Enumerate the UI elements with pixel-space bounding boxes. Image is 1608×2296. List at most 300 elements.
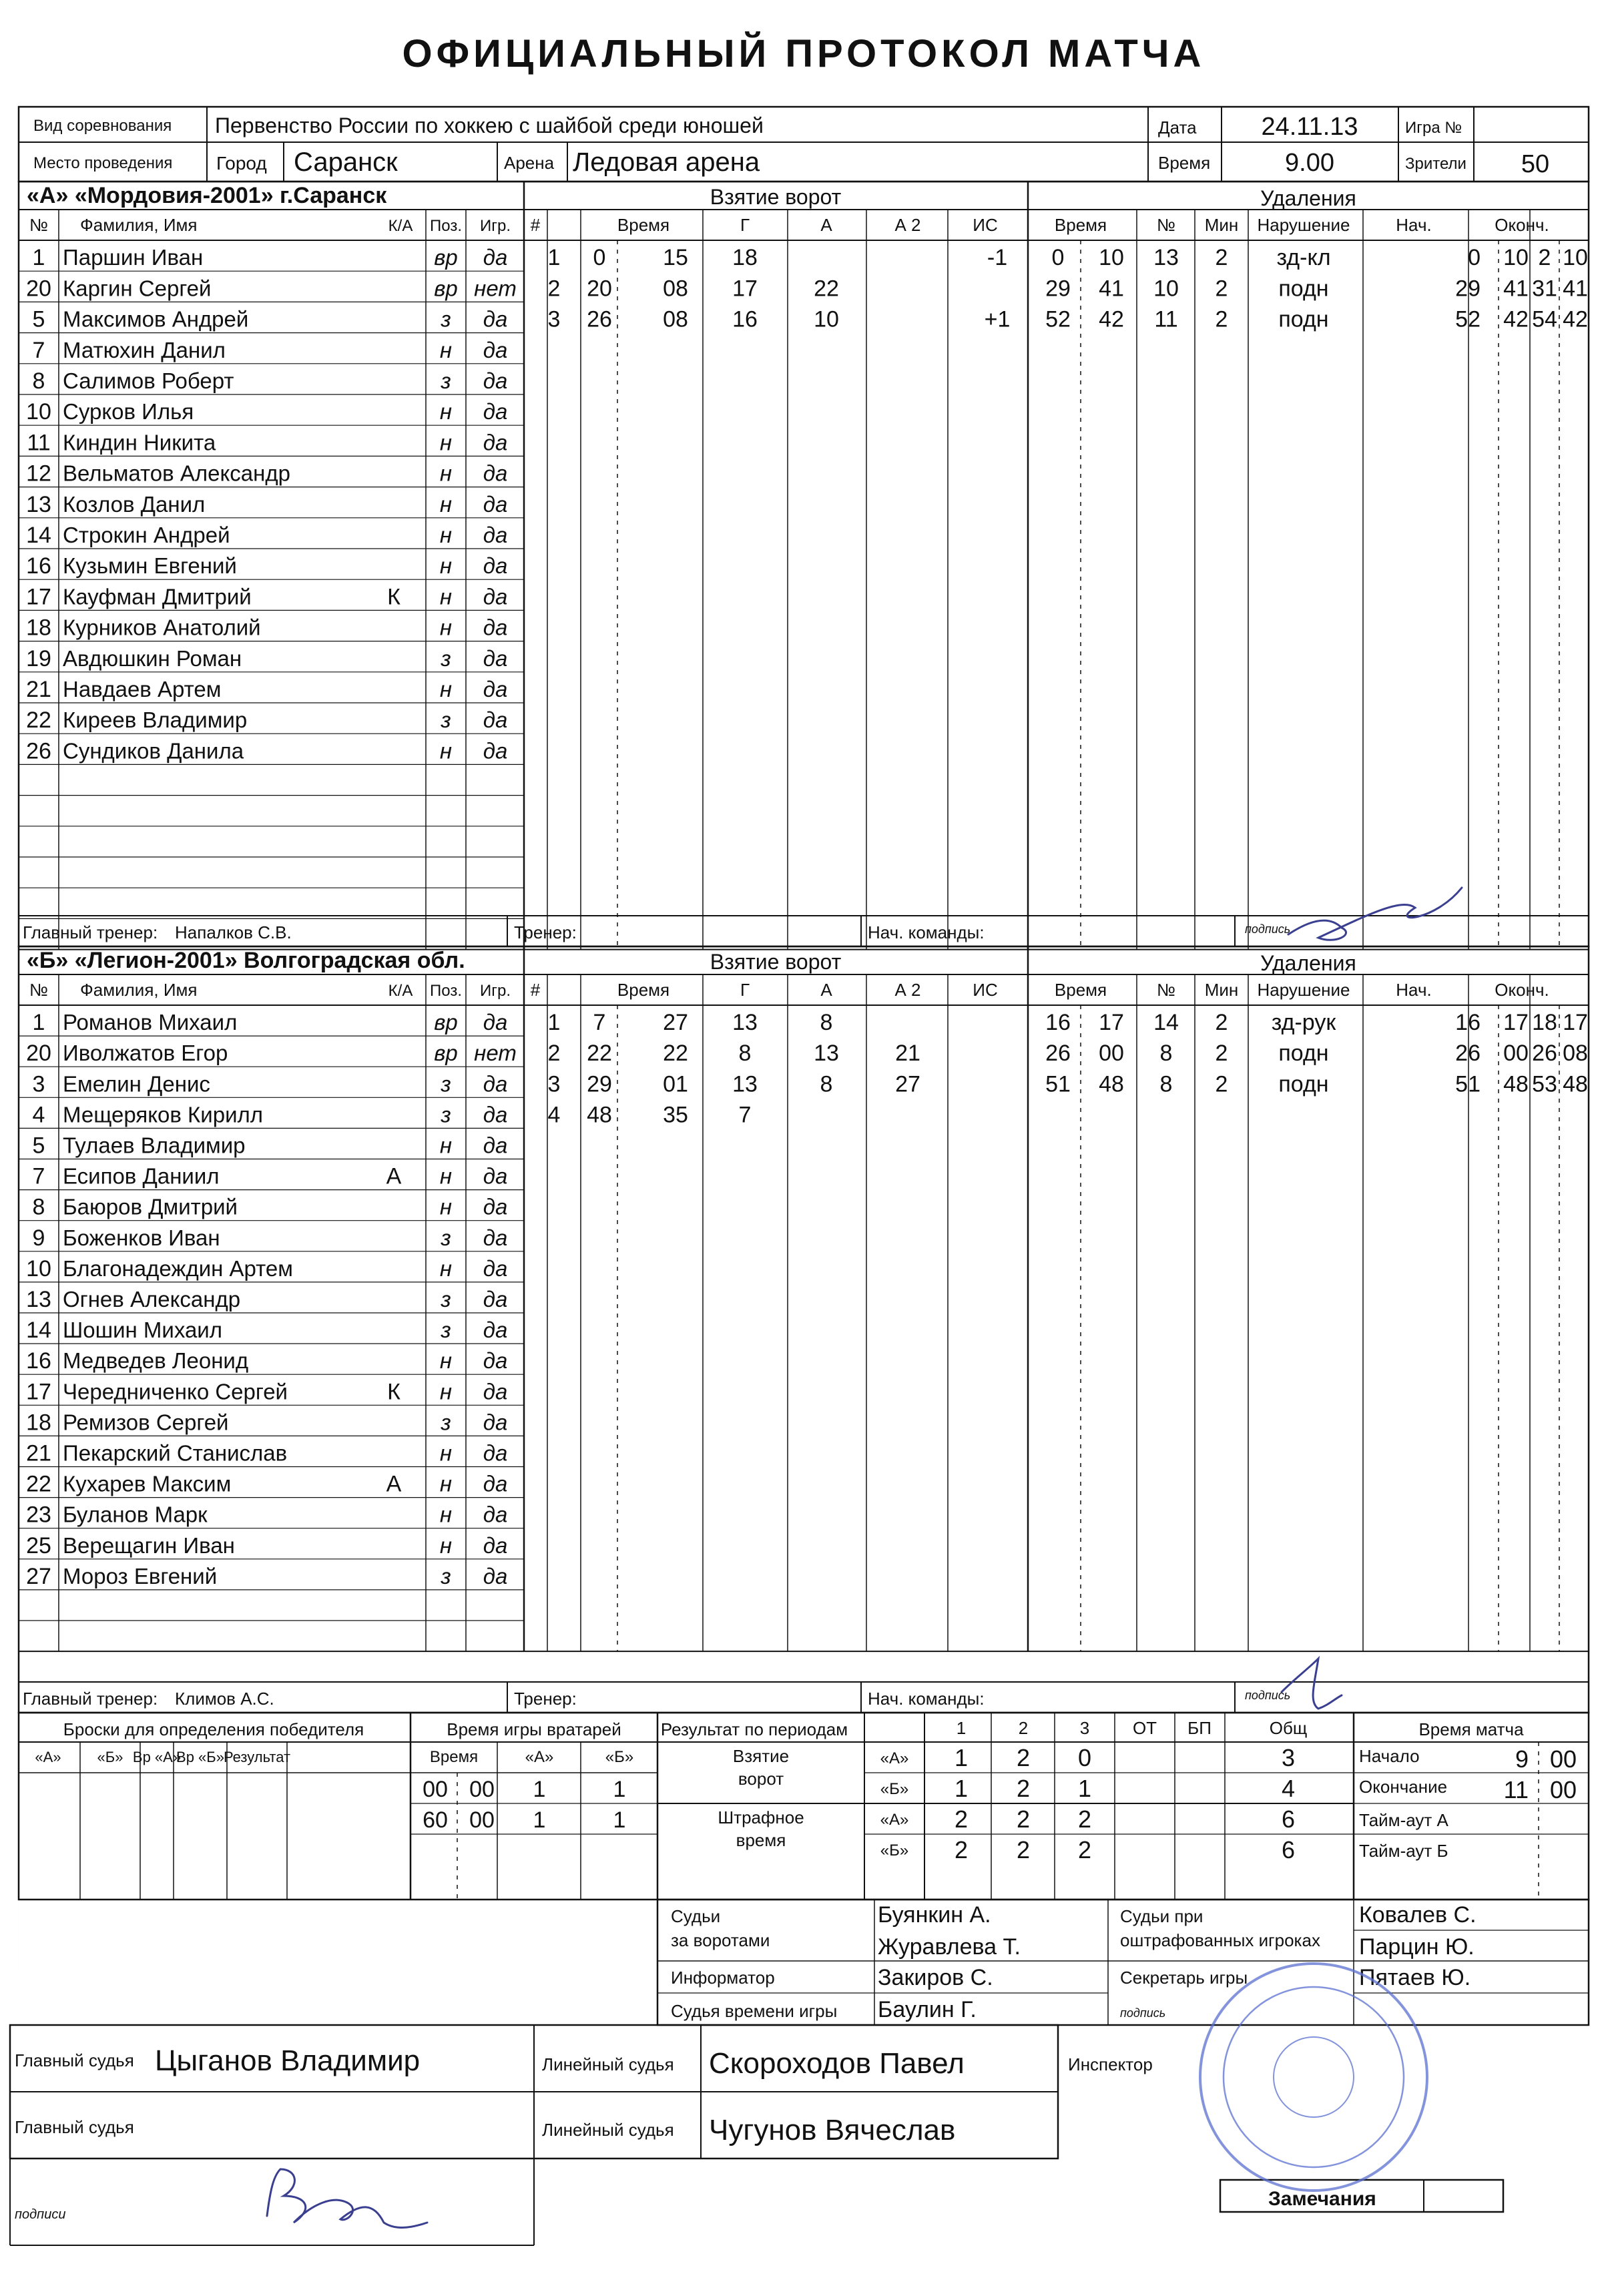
shootout-col-header: Результат [223,1749,291,1765]
player-number: 21 [26,677,51,702]
player-name: Шошин Михаил [63,1318,222,1343]
player-position: н [439,1502,453,1527]
penalty-end-minutes: 31 [1532,276,1557,302]
player-position: н [439,738,453,764]
goal-minutes: 0 [593,245,606,271]
referee-signature [267,2169,427,2228]
player-played: да [483,1194,508,1219]
penalty-end-minutes: 26 [1532,1041,1557,1067]
penalty-start-seconds: 41 [1503,276,1529,302]
inspector-label: Инспектор [1068,2054,1153,2074]
linesman-name: Скороходов Павел [709,2047,965,2080]
player-played: да [483,1102,508,1127]
date-label: Дата [1158,117,1197,137]
penalties-section-title: Удаления [1260,186,1356,210]
goals-section-title: Взятие ворот [710,185,842,209]
player-position: н [439,337,453,362]
penalty-judges-label: Судьи при [1120,1906,1203,1926]
penalty-player-number: 10 [1153,276,1179,302]
player-number: 20 [26,276,51,302]
penalty-start-minutes: 0 [1468,245,1481,271]
penalty-judges-label: оштрафованных игроках [1120,1930,1320,1950]
penalty-duration: 2 [1215,245,1228,271]
col-goal-number-header: # [530,215,541,235]
time-value: 9.00 [1285,149,1334,177]
period-team-label: «А» [880,1811,909,1829]
player-number: 17 [26,584,51,610]
player-position: з [441,707,451,733]
col-violation-header: Нарушение [1257,980,1350,1000]
player-played: да [483,245,508,270]
timekeeper-name: Баулин Г. [878,1997,977,2022]
penalty-violation: подн [1278,1071,1329,1097]
penalty-player-number: 8 [1159,1071,1173,1097]
goalie-time-title: Время игры вратарей [447,1719,621,1739]
period-value: 3 [1281,1744,1296,1771]
penalty-start-seconds: 00 [1503,1041,1529,1067]
official-stamp [1200,1964,1427,2191]
penalty-seconds-mark: 42 [1099,306,1124,332]
player-played: да [483,461,508,486]
goals-row-label: Взятие [732,1746,790,1766]
goal-scorer: 8 [738,1041,752,1067]
col-number-header: № [29,980,48,1000]
match-end-hour: 11 [1503,1776,1529,1803]
city-label: Город [216,153,267,174]
period-col-header: Общ [1269,1718,1308,1738]
player-position: н [439,399,453,424]
player-number: 4 [32,1102,45,1128]
player-played: нет [474,1041,517,1066]
player-number: 3 [32,1071,45,1097]
player-played: да [483,677,508,701]
col-assist2-header: А 2 [894,980,921,1000]
player-number: 25 [26,1532,51,1558]
player-position: з [441,1071,451,1097]
head-coach-name: Напалков С.В. [175,922,292,942]
player-position: н [439,491,453,517]
trainer-label: Тренер: [514,1689,577,1709]
player-name: Матюхин Данил [63,337,226,362]
informer-label: Информатор [671,1968,775,1988]
player-position: з [441,1563,451,1589]
penalty-end-seconds: 48 [1563,1071,1588,1097]
player-number: 13 [26,491,51,517]
player-position: н [439,430,453,455]
player-name: Пекарский Станислав [63,1440,288,1466]
player-number: 20 [26,1041,51,1067]
player-position: н [439,1133,453,1158]
player-position: вр [434,245,458,270]
goal-number: 2 [547,1041,561,1067]
linesman-label: Линейный судья [542,2054,674,2074]
player-number: 10 [26,1255,51,1281]
penalty-start-seconds: 48 [1503,1071,1529,1097]
goalie-time-col-header: Время [429,1748,479,1766]
player-number: 13 [26,1287,51,1312]
goal-judges-label: Судьи [671,1906,721,1926]
spectators-value: 50 [1521,150,1550,178]
player-name: Емелин Денис [63,1071,210,1097]
penalty-minutes-mark: 29 [1045,276,1071,302]
period-value: 6 [1281,1836,1296,1863]
player-position: н [439,523,453,547]
player-number: 7 [32,337,45,363]
player-position: н [439,1440,453,1466]
penalty-seconds-mark: 41 [1099,276,1124,302]
goal-assist: 13 [814,1041,839,1067]
team-b-signature [1282,1659,1342,1709]
player-name: Верещагин Иван [63,1532,235,1558]
goal-minutes: 22 [587,1041,612,1067]
period-value: 1 [1077,1775,1092,1802]
col-goal-number-header: # [530,980,541,1000]
player-name: Ремизов Сергей [63,1410,229,1435]
match-time-title: Время матча [1418,1719,1524,1739]
period-col-header: БП [1187,1718,1212,1738]
period-col-header: ОТ [1132,1718,1157,1738]
player-position: н [439,1532,453,1558]
goal-minutes: 20 [587,276,612,302]
penalty-duration: 2 [1215,276,1228,302]
goalie-change-seconds: 00 [469,1807,495,1833]
player-name: Салимов Роберт [63,368,234,393]
penalty-seconds-mark: 10 [1099,245,1124,271]
goal-seconds: 08 [663,276,688,302]
penalty-player-number: 13 [1153,245,1179,271]
col-penalty-start-header: Нач. [1396,215,1432,235]
col-strength-header: ИС [973,980,998,1000]
goalie-b-number: 1 [613,1777,626,1802]
player-name: Киндин Никита [63,430,216,455]
signature-label: подпись [1245,922,1291,936]
venue-label: Место проведения [33,154,173,172]
col-goal-time-header: Время [617,215,670,235]
team-manager-label: Нач. команды: [868,1689,985,1709]
penalties-section-title: Удаления [1260,951,1356,975]
player-number: 22 [26,1471,51,1497]
goalie-change-minutes: 00 [423,1777,448,1802]
player-name: Благонадеждин Артем [63,1255,293,1281]
player-played: да [483,1133,508,1158]
col-assist-header: А [820,215,832,235]
player-name: Тулаев Владимир [63,1133,246,1158]
player-number: 1 [32,245,45,271]
player-position: з [441,1287,451,1312]
player-played: да [483,337,508,362]
document-title: ОФИЦИАЛЬНЫЙ ПРОТОКОЛ МАТЧА [402,32,1205,75]
match-end-label: Окончание [1359,1777,1448,1797]
goal-strength: -1 [987,245,1008,271]
player-name: Медведев Леонид [63,1348,249,1374]
player-played: да [483,1379,508,1404]
goal-minutes: 29 [587,1071,612,1097]
goalie-b-number: 1 [613,1807,626,1833]
period-value: 4 [1281,1775,1296,1802]
teamB-block-frame [19,946,1589,1713]
penalty-minutes-mark: 52 [1045,306,1071,332]
penalty-violation: зд-рук [1271,1010,1336,1036]
player-played: да [483,1471,508,1496]
penalty-end-seconds: 17 [1563,1010,1588,1036]
team-a-signature [1288,888,1462,940]
trainer-label: Тренер: [514,922,577,942]
linesman-label: Линейный судья [542,2120,674,2140]
player-played: да [483,1255,508,1281]
goalie-change-minutes: 60 [423,1807,448,1833]
player-played: да [483,523,508,547]
goalie-b-col-header: «Б» [605,1748,634,1766]
player-name: Иволжатов Егор [63,1041,228,1066]
col-penalty-number-header: № [1157,215,1175,235]
penalty-player-number: 8 [1159,1041,1173,1067]
goal-number: 2 [547,276,561,302]
shootout-col-header: Вр «Б» [176,1749,224,1765]
period-col-header: 1 [956,1718,967,1738]
player-number: 16 [26,1348,51,1374]
timekeeper-label: Судья времени игры [671,2001,838,2021]
player-name: Огнев Александр [63,1287,241,1312]
player-name: Есипов Даниил [63,1163,220,1189]
player-position: н [439,1471,453,1496]
penalty-start-seconds: 42 [1503,306,1529,332]
player-position: н [439,615,453,640]
player-name: Кузьмин Евгений [63,553,237,579]
penalty-violation: подн [1278,1041,1329,1067]
player-name: Сурков Илья [63,399,194,424]
goal-number: 1 [547,245,561,271]
penalty-judge-name: Ковалев С. [1359,1902,1477,1928]
penalty-duration: 2 [1215,1071,1228,1097]
goalie-a-number: 1 [533,1777,546,1802]
penalty-minutes-mark: 26 [1045,1041,1071,1067]
goal-minutes: 7 [593,1010,606,1036]
player-number: 21 [26,1440,51,1466]
player-played: да [483,584,508,609]
signature-label: подпись [1245,1689,1291,1702]
player-position: н [439,1163,453,1189]
penalty-violation: зд-кл [1276,245,1331,271]
col-assist-header: А [820,980,832,1000]
player-name: Курников Анатолий [63,615,261,640]
time-label: Время [1158,153,1211,173]
chief-referee-label: Главный судья [15,2050,134,2070]
goalie-a-number: 1 [533,1807,546,1833]
player-name: Навдаев Артем [63,677,222,701]
goal-seconds: 22 [663,1041,688,1067]
chief-referee-label: Главный судья [15,2117,134,2137]
player-played: да [483,399,508,424]
player-position: н [439,584,453,609]
player-position: н [439,461,453,486]
player-number: 27 [26,1563,51,1589]
player-position: з [441,1225,451,1250]
player-number: 5 [32,1133,45,1159]
player-number: 18 [26,615,51,641]
penalty-minutes-mark: 0 [1051,245,1065,271]
player-position: вр [434,1041,458,1066]
col-scorer-header: Г [740,215,750,235]
goalie-a-col-header: «А» [525,1748,554,1766]
penalty-start-minutes: 29 [1455,276,1481,302]
period-value: 1 [954,1775,969,1802]
goal-assist: 10 [814,306,839,332]
player-name: Чередниченко Сергей [63,1379,288,1404]
goal-strength: +1 [984,306,1011,332]
player-played: да [483,1502,508,1527]
stamp-ring [1200,1964,1427,2191]
player-number: 9 [32,1225,45,1251]
player-position: н [439,553,453,579]
player-position: з [441,1318,451,1343]
penalty-seconds-mark: 17 [1099,1010,1124,1036]
player-name: Козлов Данил [63,491,206,517]
period-value: 2 [1016,1775,1031,1802]
match-start-hour: 9 [1515,1745,1529,1773]
player-captain-mark: А [386,1163,402,1189]
goal-number: 3 [547,306,561,332]
player-number: 10 [26,399,51,425]
goal-scorer: 16 [732,306,758,332]
player-name: Романов Михаил [63,1010,238,1035]
player-played: да [483,1318,508,1343]
penalty-player-number: 14 [1153,1010,1179,1036]
player-position: з [441,306,451,332]
player-played: да [483,615,508,640]
penalty-start-seconds: 10 [1503,245,1529,271]
player-played: да [483,1163,508,1189]
col-pos-header: Поз. [430,217,462,235]
goal-assist: 22 [814,276,839,302]
player-position: н [439,1255,453,1281]
penalty-minutes-mark: 51 [1045,1071,1071,1097]
chief-referee-name: Цыганов Владимир [155,2044,421,2077]
goal-number: 4 [547,1102,561,1128]
player-number: 26 [26,738,51,764]
col-ka-header: К/А [388,217,413,235]
player-name: Мещеряков Кирилл [63,1102,264,1127]
player-number: 7 [32,1163,45,1189]
player-number: 18 [26,1410,51,1436]
head-coach-label: Главный тренер: [23,1689,158,1709]
period-value: 2 [1077,1805,1092,1833]
goals-row-label: ворот [738,1769,784,1789]
player-played: да [483,1010,508,1035]
goal-seconds: 08 [663,306,688,332]
col-strength-header: ИС [973,215,998,235]
player-played: да [483,1532,508,1558]
player-name: Строкин Андрей [63,523,230,547]
period-value: 1 [954,1744,969,1771]
player-name: Боженков Иван [63,1225,220,1250]
arena-label: Арена [504,153,555,173]
period-value: 2 [1077,1836,1092,1863]
penalty-start-seconds: 17 [1503,1010,1529,1036]
player-number: 17 [26,1379,51,1405]
player-name: Каргин Сергей [63,276,212,301]
player-played: да [483,1440,508,1466]
col-name-header: Фамилия, Имя [80,215,198,235]
player-position: з [441,368,451,393]
player-captain-mark: К [387,584,400,610]
spectators-label: Зрители [1405,155,1466,173]
signatures-label: подписи [15,2207,66,2222]
penalty-start-minutes: 51 [1455,1071,1481,1097]
penalty-end-seconds: 08 [1563,1041,1588,1067]
period-team-label: «Б» [880,1780,909,1798]
shootout-title: Броски для определения победителя [63,1719,364,1739]
player-number: 16 [26,553,51,579]
player-number: 14 [26,1318,51,1344]
player-name: Паршин Иван [63,245,204,270]
shootout-col-header: Вр «А» [132,1749,182,1765]
head-coach-label: Главный тренер: [23,922,158,942]
col-number-header: № [29,215,48,235]
player-name: Буланов Марк [63,1502,208,1527]
team-title: «Б» «Легион-2001» Волгоградская обл. [27,948,465,973]
match-end-minute: 00 [1549,1776,1577,1803]
player-played: да [483,738,508,764]
goal-judges-label: за воротами [671,1930,770,1950]
player-played: да [483,1348,508,1374]
goal-scorer: 18 [732,245,758,271]
penalty-duration: 2 [1215,1010,1228,1036]
player-position: вр [434,276,458,301]
penalty-duration: 2 [1215,1041,1228,1067]
player-name: Вельматов Александр [63,461,290,486]
player-played: да [483,1071,508,1097]
col-penalty-start-header: Нач. [1396,980,1432,1000]
shootout-col-header: «Б» [97,1749,123,1765]
stamp-ring [1274,2037,1354,2117]
player-name: Кухарев Максим [63,1471,232,1496]
player-captain-mark: К [387,1379,400,1405]
player-number: 12 [26,461,51,487]
period-value: 2 [1016,1836,1031,1863]
penalty-minutes-mark: 16 [1045,1010,1071,1036]
goal-scorer: 13 [732,1010,758,1036]
penalty-judge-name: Парцин Ю. [1359,1934,1475,1960]
col-pos-header: Поз. [430,982,462,1000]
player-position: вр [434,1010,458,1035]
player-position: н [439,1379,453,1404]
goal-assist: 8 [820,1010,833,1036]
col-penalty-minutes-header: Мин [1204,980,1239,1000]
teamA-block-frame [19,182,1589,946]
player-number: 22 [26,707,51,734]
penalty-minutes-row-label: Штрафное [718,1807,804,1827]
penalty-start-minutes: 52 [1455,306,1481,332]
player-captain-mark: А [386,1471,402,1497]
stamp-ring [1224,1987,1404,2167]
player-position: з [441,645,451,671]
goal-minutes: 26 [587,306,612,332]
period-col-header: 2 [1018,1718,1029,1738]
goal-assist2: 27 [895,1071,920,1097]
player-number: 11 [27,430,51,456]
player-position: н [439,1348,453,1374]
player-position: н [439,1194,453,1219]
team-manager-label: Нач. команды: [868,922,985,942]
player-name: Баюров Дмитрий [63,1194,238,1219]
shootout-col-header: «А» [35,1749,61,1765]
player-played: да [483,430,508,455]
goal-assist2: 21 [895,1041,920,1067]
penalty-seconds-mark: 48 [1099,1071,1124,1097]
penalty-end-minutes: 53 [1532,1071,1557,1097]
col-penalty-minutes-header: Мин [1204,215,1239,235]
player-number: 23 [26,1502,51,1528]
